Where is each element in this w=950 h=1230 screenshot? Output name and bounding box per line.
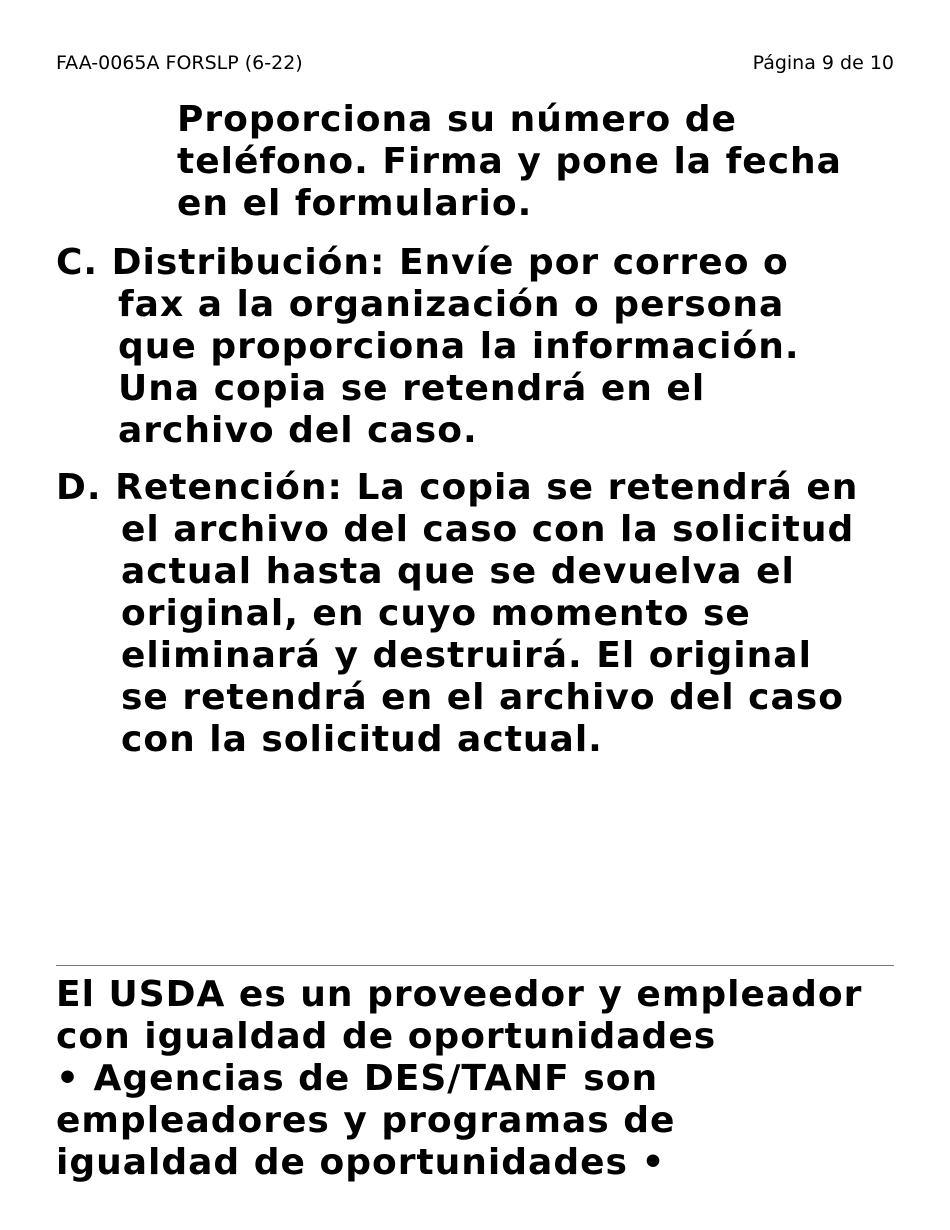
form-id: FAA-0065A FORSLP (6-22) — [56, 52, 303, 74]
section-d-body — [56, 509, 906, 761]
footer-line: • Agencias de DES/TANF son — [56, 1058, 659, 1099]
section-c-body — [56, 284, 906, 452]
continuation-line: en el formulario. — [177, 183, 533, 224]
footer-line: igualdad de oportunidades • — [56, 1142, 666, 1183]
section-d-line: original, en cuyo momento se — [121, 593, 751, 634]
footer-line: con igualdad de oportunidades — [56, 1016, 717, 1057]
section-c-heading: C. Distribución: Envíe por correo o — [56, 242, 789, 283]
continuation-paragraph — [177, 99, 897, 225]
section-d-retention — [56, 467, 906, 761]
continuation-line: teléfono. Firma y pone la fecha — [177, 141, 842, 182]
page-number: Página 9 de 10 — [752, 52, 894, 74]
footer-nondiscrimination-statement — [56, 974, 926, 1184]
section-d-line: se retendrá en el archivo del caso — [121, 677, 844, 718]
section-c-line: Una copia se retendrá en el — [118, 368, 706, 409]
footer-divider — [56, 965, 894, 966]
section-d-line: eliminará y destruirá. El original — [121, 635, 812, 676]
section-d-line: el archivo del caso con la solicitud — [121, 509, 855, 550]
section-d-line: actual hasta que se devuelva el — [121, 551, 795, 592]
section-c-line: archivo del caso. — [118, 410, 478, 451]
section-d-line: con la solicitud actual. — [121, 719, 603, 760]
section-d-heading: D. Retención: La copia se retendrá en — [56, 467, 859, 508]
section-c-line: que proporciona la información. — [118, 326, 800, 367]
continuation-line: Proporciona su número de — [177, 99, 737, 140]
footer-line: El USDA es un proveedor y empleador — [56, 974, 863, 1015]
footer-line: empleadores y programas de — [56, 1100, 676, 1141]
section-c-distribution — [56, 242, 906, 452]
section-c-line: fax a la organización o persona — [118, 284, 785, 325]
